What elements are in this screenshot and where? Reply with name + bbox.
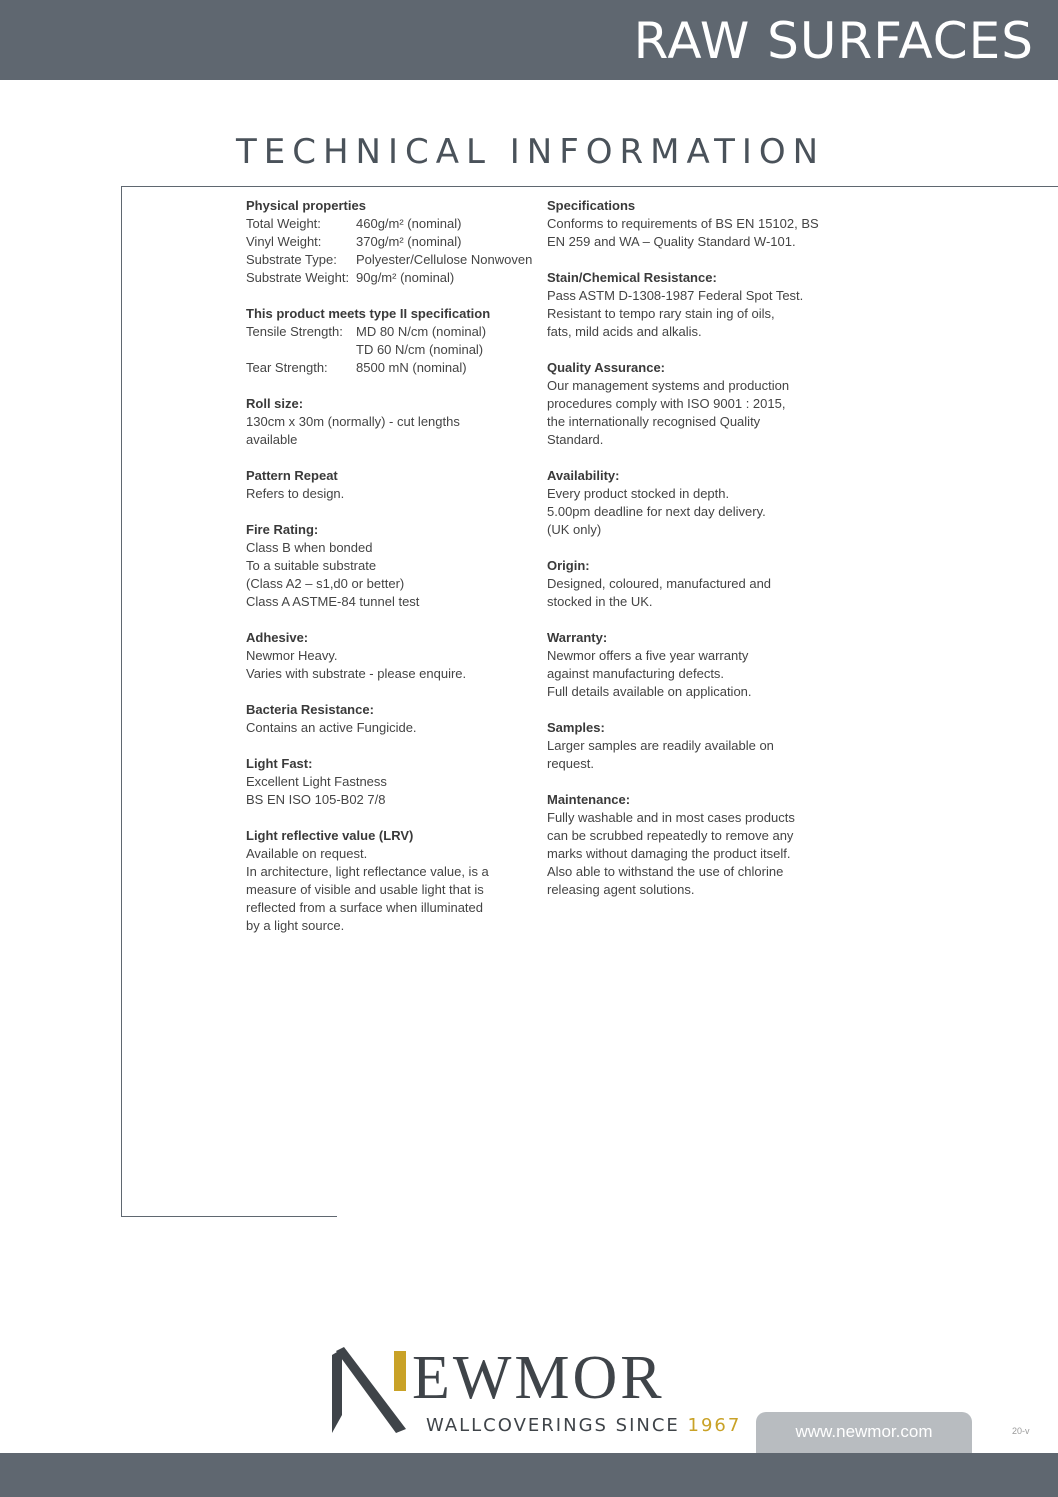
- spec-key: Substrate Weight:: [246, 270, 350, 285]
- right-column: [547, 197, 847, 917]
- block-heading: Pattern Repeat: [246, 468, 338, 483]
- text-line: procedures comply with ISO 9001 : 2015,: [547, 396, 786, 411]
- text-line: Varies with substrate - please enquire.: [246, 666, 467, 681]
- text-line: Also able to withstand the use of chlorine: [547, 864, 784, 879]
- quality-assurance-block: [547, 359, 847, 449]
- block-heading: Availability:: [547, 468, 620, 483]
- spec-value: MD 80 N/cm (nominal): [356, 324, 487, 339]
- page-code: 20-v: [1012, 1426, 1030, 1436]
- text-line: by a light source.: [246, 918, 345, 933]
- block-heading: Specifications: [547, 198, 636, 213]
- spec-key: Substrate Type:: [246, 252, 337, 267]
- text-line: Class B when bonded: [246, 540, 373, 555]
- spec-value: TD 60 N/cm (nominal): [356, 342, 484, 357]
- roll-size-block: [246, 395, 542, 449]
- block-heading: Light reflective value (LRV): [246, 828, 414, 843]
- availability-block: [547, 467, 847, 539]
- spec-row: [246, 233, 542, 251]
- block-heading: Maintenance:: [547, 792, 631, 807]
- spec-key: Tear Strength:: [246, 360, 328, 375]
- text-line: available: [246, 432, 298, 447]
- logo-tagline: [426, 1415, 741, 1436]
- block-heading: Samples:: [547, 720, 605, 735]
- spec-row: [246, 359, 542, 377]
- text-line: (Class A2 – s1,d0 or better): [246, 576, 405, 591]
- left-column: [246, 197, 542, 953]
- type-ii-block: [246, 305, 542, 377]
- block-heading: This product meets type II specification: [246, 306, 491, 321]
- text-line: Conforms to requirements of BS EN 15102, BS: [547, 216, 819, 231]
- text-line: In architecture, light reflectance value, is a: [246, 864, 489, 879]
- text-line: measure of visible and usable light that is: [246, 882, 484, 897]
- spec-row: [246, 341, 542, 359]
- block-heading: Light Fast:: [246, 756, 313, 771]
- samples-block: [547, 719, 847, 773]
- text-line: Standard.: [547, 432, 604, 447]
- spec-value: 370g/m² (nominal): [356, 234, 462, 249]
- tagline-text: WALLCOVERINGS SINCE: [426, 1415, 688, 1436]
- text-line: BS EN ISO 105-B02 7/8: [246, 792, 386, 807]
- text-line: can be scrubbed repeatedly to remove any: [547, 828, 794, 843]
- block-heading: Physical properties: [246, 198, 366, 213]
- website-link[interactable]: www.newmor.com: [756, 1412, 972, 1453]
- block-heading: Roll size:: [246, 396, 304, 411]
- logo-n-mark-icon: [330, 1345, 412, 1435]
- lrv-block: [246, 827, 542, 935]
- block-heading: Fire Rating:: [246, 522, 319, 537]
- spec-value: Polyester/Cellulose Nonwoven: [356, 252, 533, 267]
- physical-properties-block: [246, 197, 542, 287]
- text-line: Full details available on application.: [547, 684, 752, 699]
- text-line: Larger samples are readily available on: [547, 738, 774, 753]
- logo-wordmark: EWMOR: [412, 1344, 665, 1412]
- pattern-repeat-block: [246, 467, 542, 503]
- text-line: against manufacturing defects.: [547, 666, 725, 681]
- maintenance-block: [547, 791, 847, 899]
- spec-key: Vinyl Weight:: [246, 234, 322, 249]
- block-heading: Warranty:: [547, 630, 608, 645]
- warranty-block: [547, 629, 847, 701]
- text-line: Designed, coloured, manufactured and: [547, 576, 772, 591]
- text-line: Excellent Light Fastness: [246, 774, 387, 789]
- text-line: 130cm x 30m (normally) - cut lengths: [246, 414, 460, 429]
- text-line: Newmor offers a five year warranty: [547, 648, 749, 663]
- text-line: Fully washable and in most cases products: [547, 810, 795, 825]
- spec-key: [246, 341, 356, 359]
- block-heading: Bacteria Resistance:: [246, 702, 374, 717]
- page-title: TECHNICAL INFORMATION: [236, 132, 826, 172]
- block-heading: Stain/Chemical Resistance:: [547, 270, 717, 285]
- adhesive-block: [246, 629, 542, 683]
- text-line: marks without damaging the product itself.: [547, 846, 791, 861]
- spec-value: 460g/m² (nominal): [356, 216, 462, 231]
- text-line: EN 259 and WA – Quality Standard W-101.: [547, 234, 796, 249]
- frame-bottom-line: [121, 1216, 337, 1217]
- spec-value: 8500 mN (nominal): [356, 360, 467, 375]
- spec-key: Total Weight:: [246, 216, 321, 231]
- fire-rating-block: [246, 521, 542, 611]
- text-line: 5.00pm deadline for next day delivery.: [547, 504, 766, 519]
- text-line: Available on request.: [246, 846, 368, 861]
- text-line: Resistant to tempo rary stain ing of oils,: [547, 306, 775, 321]
- collection-title: RAW SURFACES: [633, 12, 1034, 70]
- tagline-year: 1967: [687, 1415, 742, 1436]
- origin-block: [547, 557, 847, 611]
- bacteria-resistance-block: [246, 701, 542, 737]
- text-line: reflected from a surface when illuminated: [246, 900, 484, 915]
- spec-row: [246, 323, 542, 341]
- stain-resistance-block: [547, 269, 847, 341]
- text-line: To a suitable substrate: [246, 558, 377, 573]
- frame-left-line: [121, 186, 122, 1217]
- text-line: Class A ASTME-84 tunnel test: [246, 594, 420, 609]
- spec-key: Tensile Strength:: [246, 324, 343, 339]
- block-heading: Adhesive:: [246, 630, 309, 645]
- specifications-block: [547, 197, 847, 251]
- text-line: stocked in the UK.: [547, 594, 653, 609]
- spec-row: [246, 269, 542, 287]
- text-line: Refers to design.: [246, 486, 345, 501]
- text-line: releasing agent solutions.: [547, 882, 695, 897]
- newmor-logo: [330, 1345, 750, 1440]
- text-line: Our management systems and production: [547, 378, 790, 393]
- spec-row: [246, 251, 542, 269]
- text-line: Contains an active Fungicide.: [246, 720, 417, 735]
- text-line: the internationally recognised Quality: [547, 414, 761, 429]
- block-heading: Quality Assurance:: [547, 360, 666, 375]
- spec-row: [246, 215, 542, 233]
- block-heading: Origin:: [547, 558, 590, 573]
- text-line: Newmor Heavy.: [246, 648, 338, 663]
- text-line: (UK only): [547, 522, 602, 537]
- bottom-bar: [0, 1453, 1058, 1497]
- spec-value: 90g/m² (nominal): [356, 270, 455, 285]
- text-line: Every product stocked in depth.: [547, 486, 730, 501]
- text-line: request.: [547, 756, 594, 771]
- text-line: fats, mild acids and alkalis.: [547, 324, 702, 339]
- light-fast-block: [246, 755, 542, 809]
- frame-top-line: [121, 186, 1058, 187]
- text-line: Pass ASTM D-1308-1987 Federal Spot Test.: [547, 288, 804, 303]
- top-banner: [0, 0, 1058, 80]
